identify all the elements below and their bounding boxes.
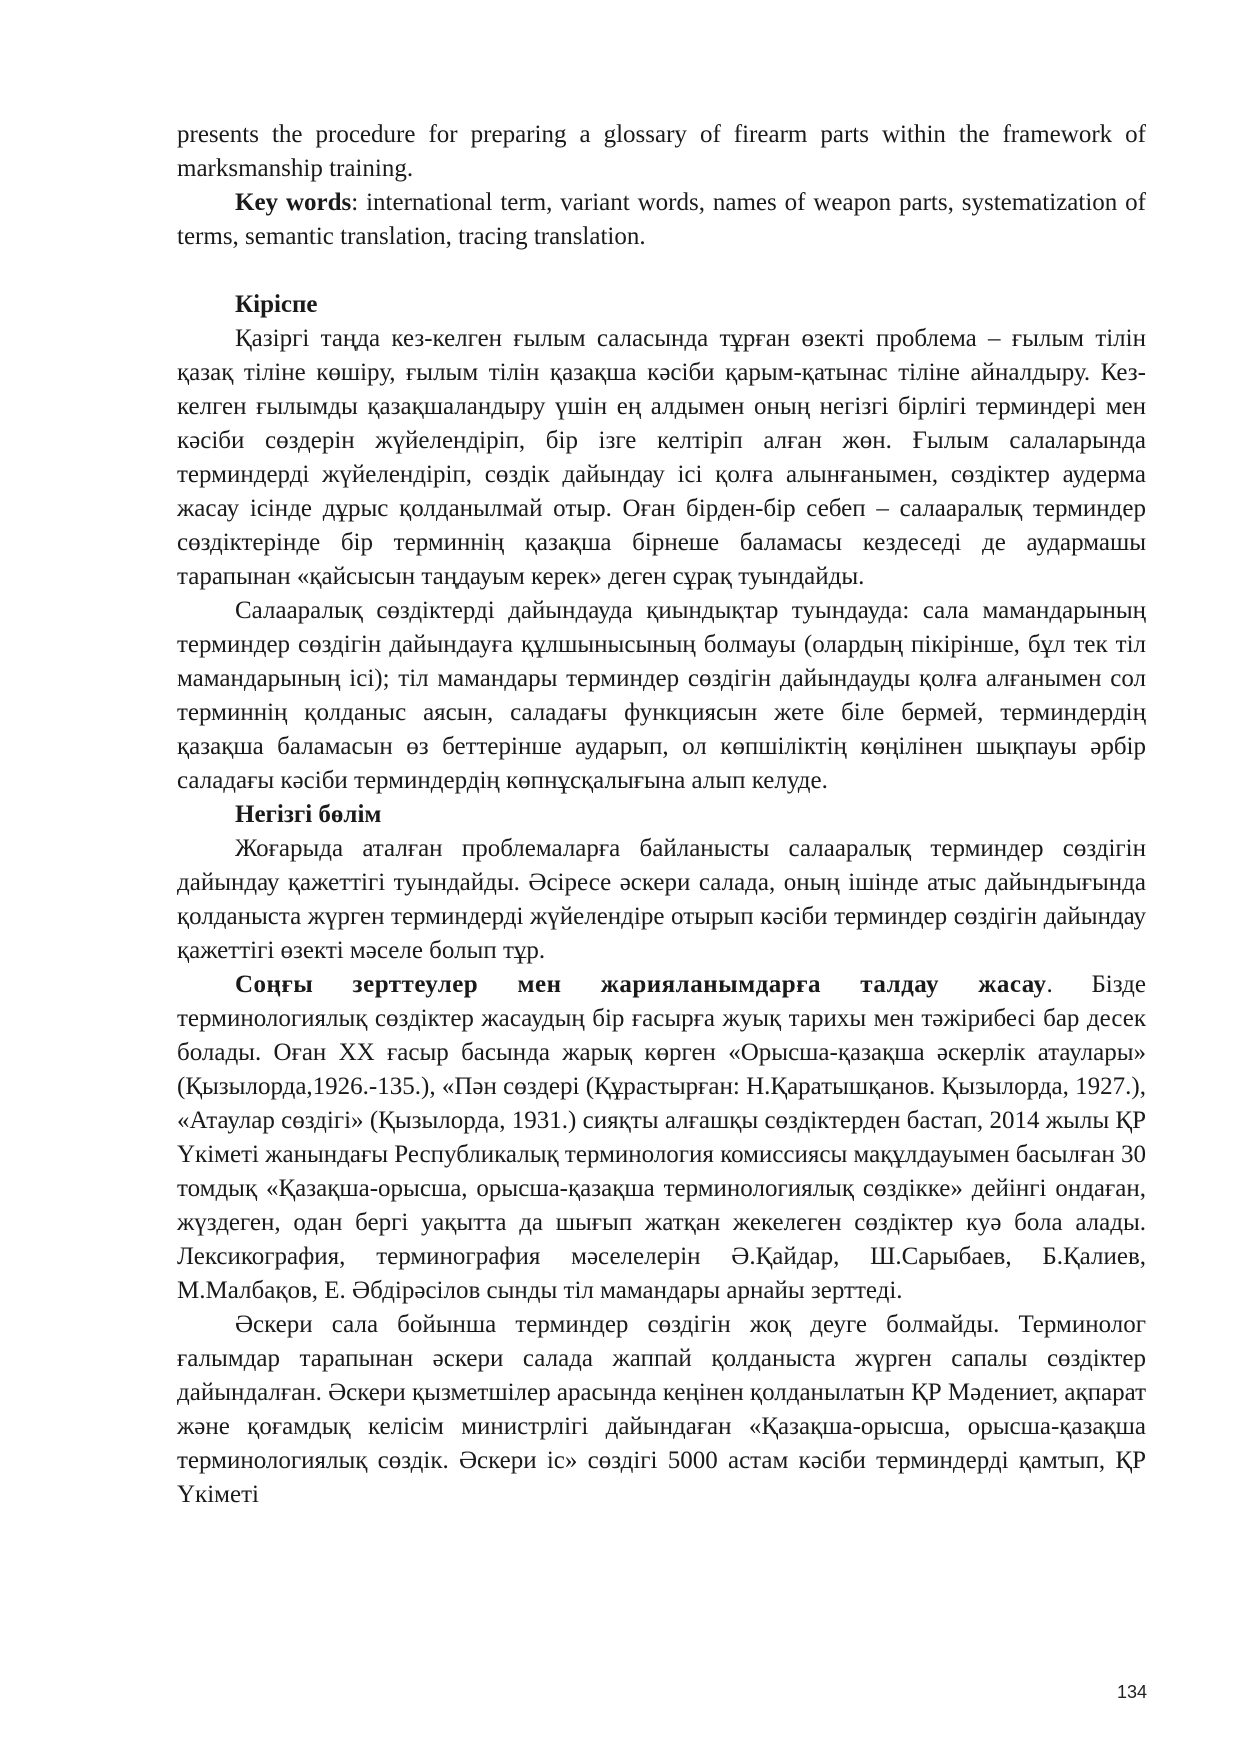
section-spacer: [177, 254, 1146, 288]
review-paragraph: [177, 968, 1146, 1308]
intro-paragraph-2: Салааралық сөздіктерді дайындауда қиындықтар туындауда: сала мамандарының терминдер сөздігін дайындауға құлшынысының болмауы (олардың пікірінше, бұл тек тіл мамандарының ісі); тіл мамандары терминдер сөздігін дайындауды қолға алғанымен сол терминнің қолданыс аясын, саладағы функциясын жете біле бермей, терминдердің қазақша баламасын өз беттерінше аударып, ол көпшіліктің көңілінен шықпауы әрбір саладағы кәсіби терминдердің көпнұсқалығына алып келуде.: [177, 597, 1146, 794]
intro-heading: Кіріспе: [235, 291, 318, 318]
abstract-tail: presents the procedure for preparing a glossary of firearm parts within the framework of marksmanship training.: [177, 121, 1146, 182]
page-number: 134: [1117, 1682, 1148, 1702]
review-text: . Бізде терминологиялық сөздіктер жасаудың бір ғасырға жуық тарихы мен тәжірибесі бар десек болады. Оған ХХ ғасыр басында жарық көрген «Орысша-қазақша әскерлік атаулары» (Қызылорда,1926.-135.), «Пән сөздері (Құрастырған: Н.Қаратышқанов. Қызылорда, 1927.), «Атаулар сөздігі» (Қызылорда, 1931.) сияқты алғашқы сөздіктерден бастап, 2014 жылы ҚР Үкіметі жанындағы Республикалық терминология комиссиясы мақұлдауымен басылған 30 томдық «Қазақша-орысша, орысша-қазақша терминологиялық сөздікке» дейінгі ондаған, жүздеген, одан бергі уақытта да шығып жатқан жекелеген сөздіктер куә бола алады. Лексикография, терминография мәселелерін Ә.Қайдар, Ш.Сарыбаев, Б.Қалиев, М.Малбақов, Е. Әбдірәсілов сынды тіл мамандары арнайы зерттеді.: [177, 971, 1146, 1304]
keywords: [177, 186, 1146, 254]
keywords-text: : international term, variant words, names of weapon parts, systematization of terms, semantic translation, tracing translation.: [177, 189, 1147, 250]
intro-paragraph-1: Қазіргі таңда кез-келген ғылым саласында тұрған өзекті проблема – ғылым тілін қазақ тіліне көшіру, ғылым тілін қазақша кәсіби қарым-қатынас тіліне айналдыру. Кез-келген ғылымды қазақшаландыру үшін ең алдымен оның негізгі бірлігі терминдері мен кәсіби сөздерін жүйелендіріп, бір ізге келтіріп алған жөн. Ғылым салаларында терминдерді жүйелендіріп, сөздік дайындау ісі қолға алынғанымен, сөздіктер аудерма жасау ісінде дұрыс қолданылмай отыр. Оған бірден-бір себеп – салааралық терминдер сөздіктерінде бір терминнің қазақша бірнеше баламасы кездеседі де аудармашы тарапынан «қайсысын таңдауым керек» деген сұрақ туындайды.: [177, 325, 1146, 590]
review-lead: Соңғы зерттеулер мен жарияланымдарға талдау жасау: [235, 971, 1047, 998]
keywords-label: Key words: [235, 189, 352, 216]
military-paragraph: Әскери сала бойынша терминдер сөздігін жоқ деуге болмайды. Терминолог ғалымдар тарапынан әскери салада жаппай қолданыста жүрген сапалы сөздіктер дайындалған. Әскери қызметшілер арасында кеңінен қолданылатын ҚР Мәдениет, ақпарат және қоғамдық келісім министрлігі дайындаған «Қазақша-орысша, орысша-қазақша терминологиялық сөздік. Әскери іс» сөздігі 5000 астам кәсіби терминдерді қамтып, ҚР Үкіметі: [177, 1311, 1146, 1508]
main-paragraph-1: Жоғарыда аталған проблемаларға байланысты салааралық терминдер сөздігін дайындау қажеттігі туындайды. Әсіресе әскери салада, оның ішінде атыс дайындығында қолданыста жүрген терминдерді жүйелендіре отырып кәсіби терминдер сөздігін дайындау қажеттігі өзекті мәселе болып тұр.: [177, 835, 1146, 964]
main-heading: Негізгі бөлім: [235, 801, 382, 828]
page-body: [177, 118, 1146, 1512]
